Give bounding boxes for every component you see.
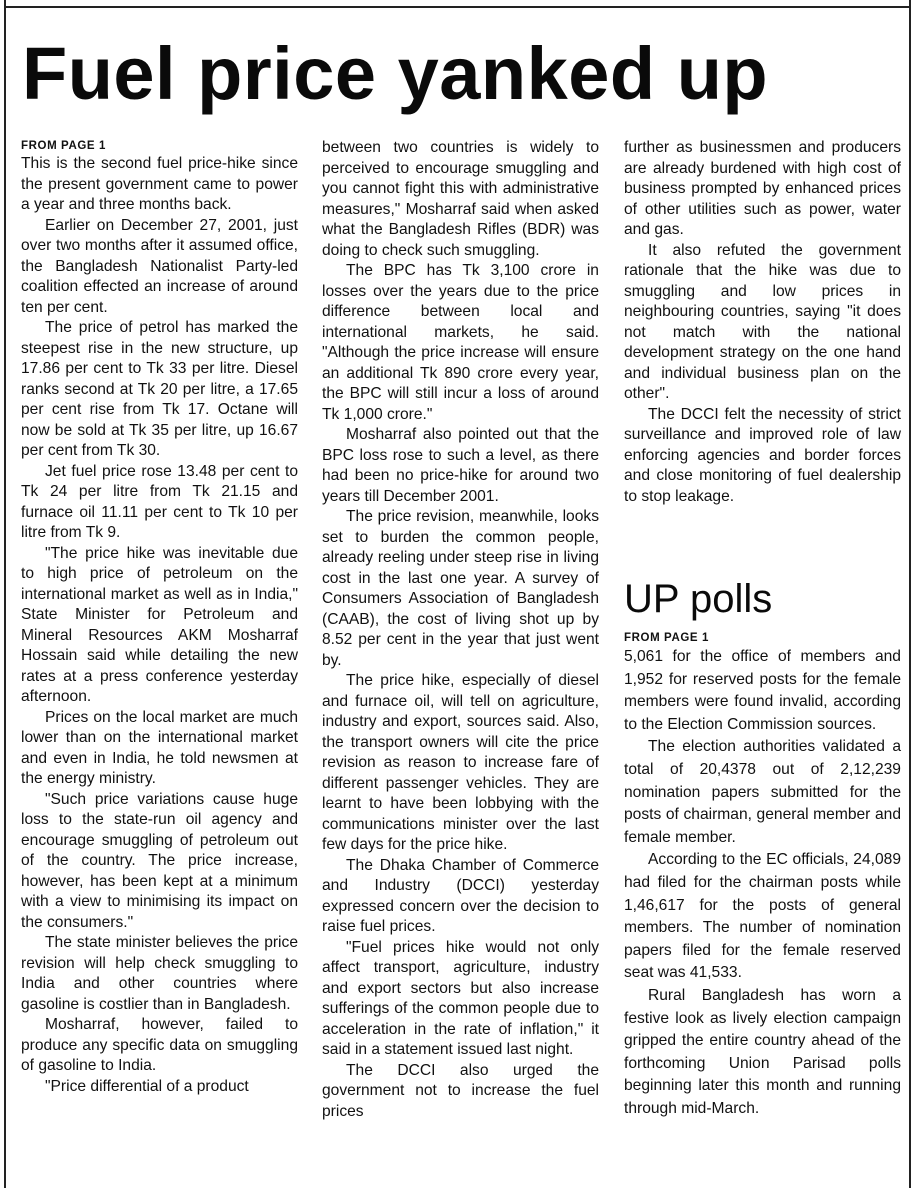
page-border-left (4, 0, 6, 1188)
paragraph: between two countries is widely to perceived to encourage smuggling and you cannot fight this with administrative measures," Mosharraf said when asked what the Bangladesh Rifles (BDR) was doing to check such smuggling. (322, 139, 599, 259)
paragraph: The election authorities validated a total of 20,4378 out of 2,12,239 nomination papers submitted for the posts of chairman, general member and female member. (624, 738, 901, 846)
page-border-right (909, 0, 911, 1188)
up-polls-column (624, 630, 901, 1120)
paragraph: The DCCI also urged the government not to increase the fuel prices (322, 1061, 599, 1120)
story-column-2 (322, 138, 599, 1122)
paragraph: 5,061 for the office of members and 1,952 for reserved posts for the female members were found invalid, according to the Election Commission sources. (624, 648, 901, 733)
paragraph: The BPC has Tk 3,100 crore in losses over the years due to the price difference between local and international markets, he said. "Although the price increase will ensure an additional Tk 890 crore every year, the BPC will still incur a loss of around Tk 1,000 crore." (322, 262, 599, 423)
paragraph: The price hike, especially of diesel and furnace oil, will tell on agriculture, industry and export, sources said. Also, the transport owners will cite the price revision as reason to increase fare of different passenger vehicles. They are learnt to have been lobbying with the communications minister over the last few days for the price hike. (322, 672, 599, 853)
paragraph: "Fuel prices hike would not only affect transport, agriculture, industry and export sectors but also increase sufferings of the common people due to acceleration in the rate of inflation," it said in a statement issued last night. (322, 938, 599, 1058)
paragraph: Earlier on December 27, 2001, just over two months after it assumed office, the Bangladesh Nationalist Party-led coalition effected an increase of around ten per cent. (21, 216, 298, 316)
paragraph: The price revision, meanwhile, looks set to burden the common people, already reeling under steep rise in living cost in the last one year. A survey of Consumers Association of Bangladesh (CAAB), the cost of living shot up by 8.52 per cent in the year that just went by. (322, 508, 599, 669)
paragraph: Mosharraf, however, failed to produce any specific data on smuggling of gasoline to India. (21, 1016, 298, 1074)
paragraph: further as businessmen and producers are already burdened with high cost of business prompted by enhanced prices of other utilities such as power, water and gas. (624, 139, 901, 238)
story-column-1 (21, 138, 298, 1097)
paragraph: "Price differential of a product (45, 1077, 249, 1095)
paragraph: The state minister believes the price revision will help check smuggling to India and other countries where gasoline is costlier than in Bangladesh. (21, 934, 298, 1013)
paragraph: It also refuted the government rationale that the hike was due to smuggling and low prices in neighbouring countries, saying "it does not match with the national development strategy on the one hand and individual business plan on the other". (624, 241, 901, 402)
headline: Fuel price yanked up (22, 32, 769, 115)
paragraph: "The price hike was inevitable due to high price of petroleum on the international market as well as in India," State Minister for Petroleum and Mineral Resources AKM Mosharraf Hossain said while detailing the new rates at a press conference yesterday afternoon. (21, 544, 298, 705)
paragraph: According to the EC officials, 24,089 had filed for the chairman posts while 1,46,617 for the posts of general members. The number of nomination papers filed for the female reserved seat was 41,533. (624, 851, 901, 982)
paragraph: Prices on the local market are much lower than on the international market and even in India, he told newsmen at the energy ministry. (21, 708, 298, 787)
paragraph: "Such price variations cause huge loss to the state-run oil agency and encourage smuggling of petroleum out of the country. The price increase, however, has been kept at a minimum with a view to minimising its impact on the consumers." (21, 790, 298, 931)
paragraph: The price of petrol has marked the steepest rise in the new structure, up 17.86 per cent to Tk 33 per litre. Diesel ranks second at Tk 20 per litre, a 17.65 per cent rise from Tk 17. Octane will now be sold at Tk 35 per litre, up 16.67 per cent from Tk 30. (21, 319, 298, 459)
page-border-top (4, 6, 910, 8)
from-page-kicker: FROM PAGE 1 (624, 632, 709, 644)
paragraph: Mosharraf also pointed out that the BPC loss rose to such a level, as there had been no price-hike for around two years till December 2001. (322, 426, 599, 505)
up-polls-headline: UP polls (624, 577, 773, 621)
paragraph: Jet fuel price rose 13.48 per cent to Tk 24 per litre from Tk 21.15 and furnace oil 11.11 per cent to Tk 10 per litre from Tk 9. (21, 462, 298, 541)
paragraph: Rural Bangladesh has worn a festive look as lively election campaign gripped the entire country ahead of the forthcoming Union Parisad polls beginning later this month and running through mid-March. (624, 986, 901, 1117)
from-page-kicker: FROM PAGE 1 (21, 140, 106, 152)
story-column-3 (624, 138, 901, 507)
paragraph: The Dhaka Chamber of Commerce and Industry (DCCI) yesterday expressed concern over the decision to raise fuel prices. (322, 856, 599, 935)
paragraph: This is the second fuel price-hike since the present government came to power a year and three months back. (21, 155, 298, 213)
paragraph: The DCCI felt the necessity of strict surveillance and improved role of law enforcing agencies and border forces and close monitoring of fuel dealership to stop leakage. (624, 405, 901, 505)
